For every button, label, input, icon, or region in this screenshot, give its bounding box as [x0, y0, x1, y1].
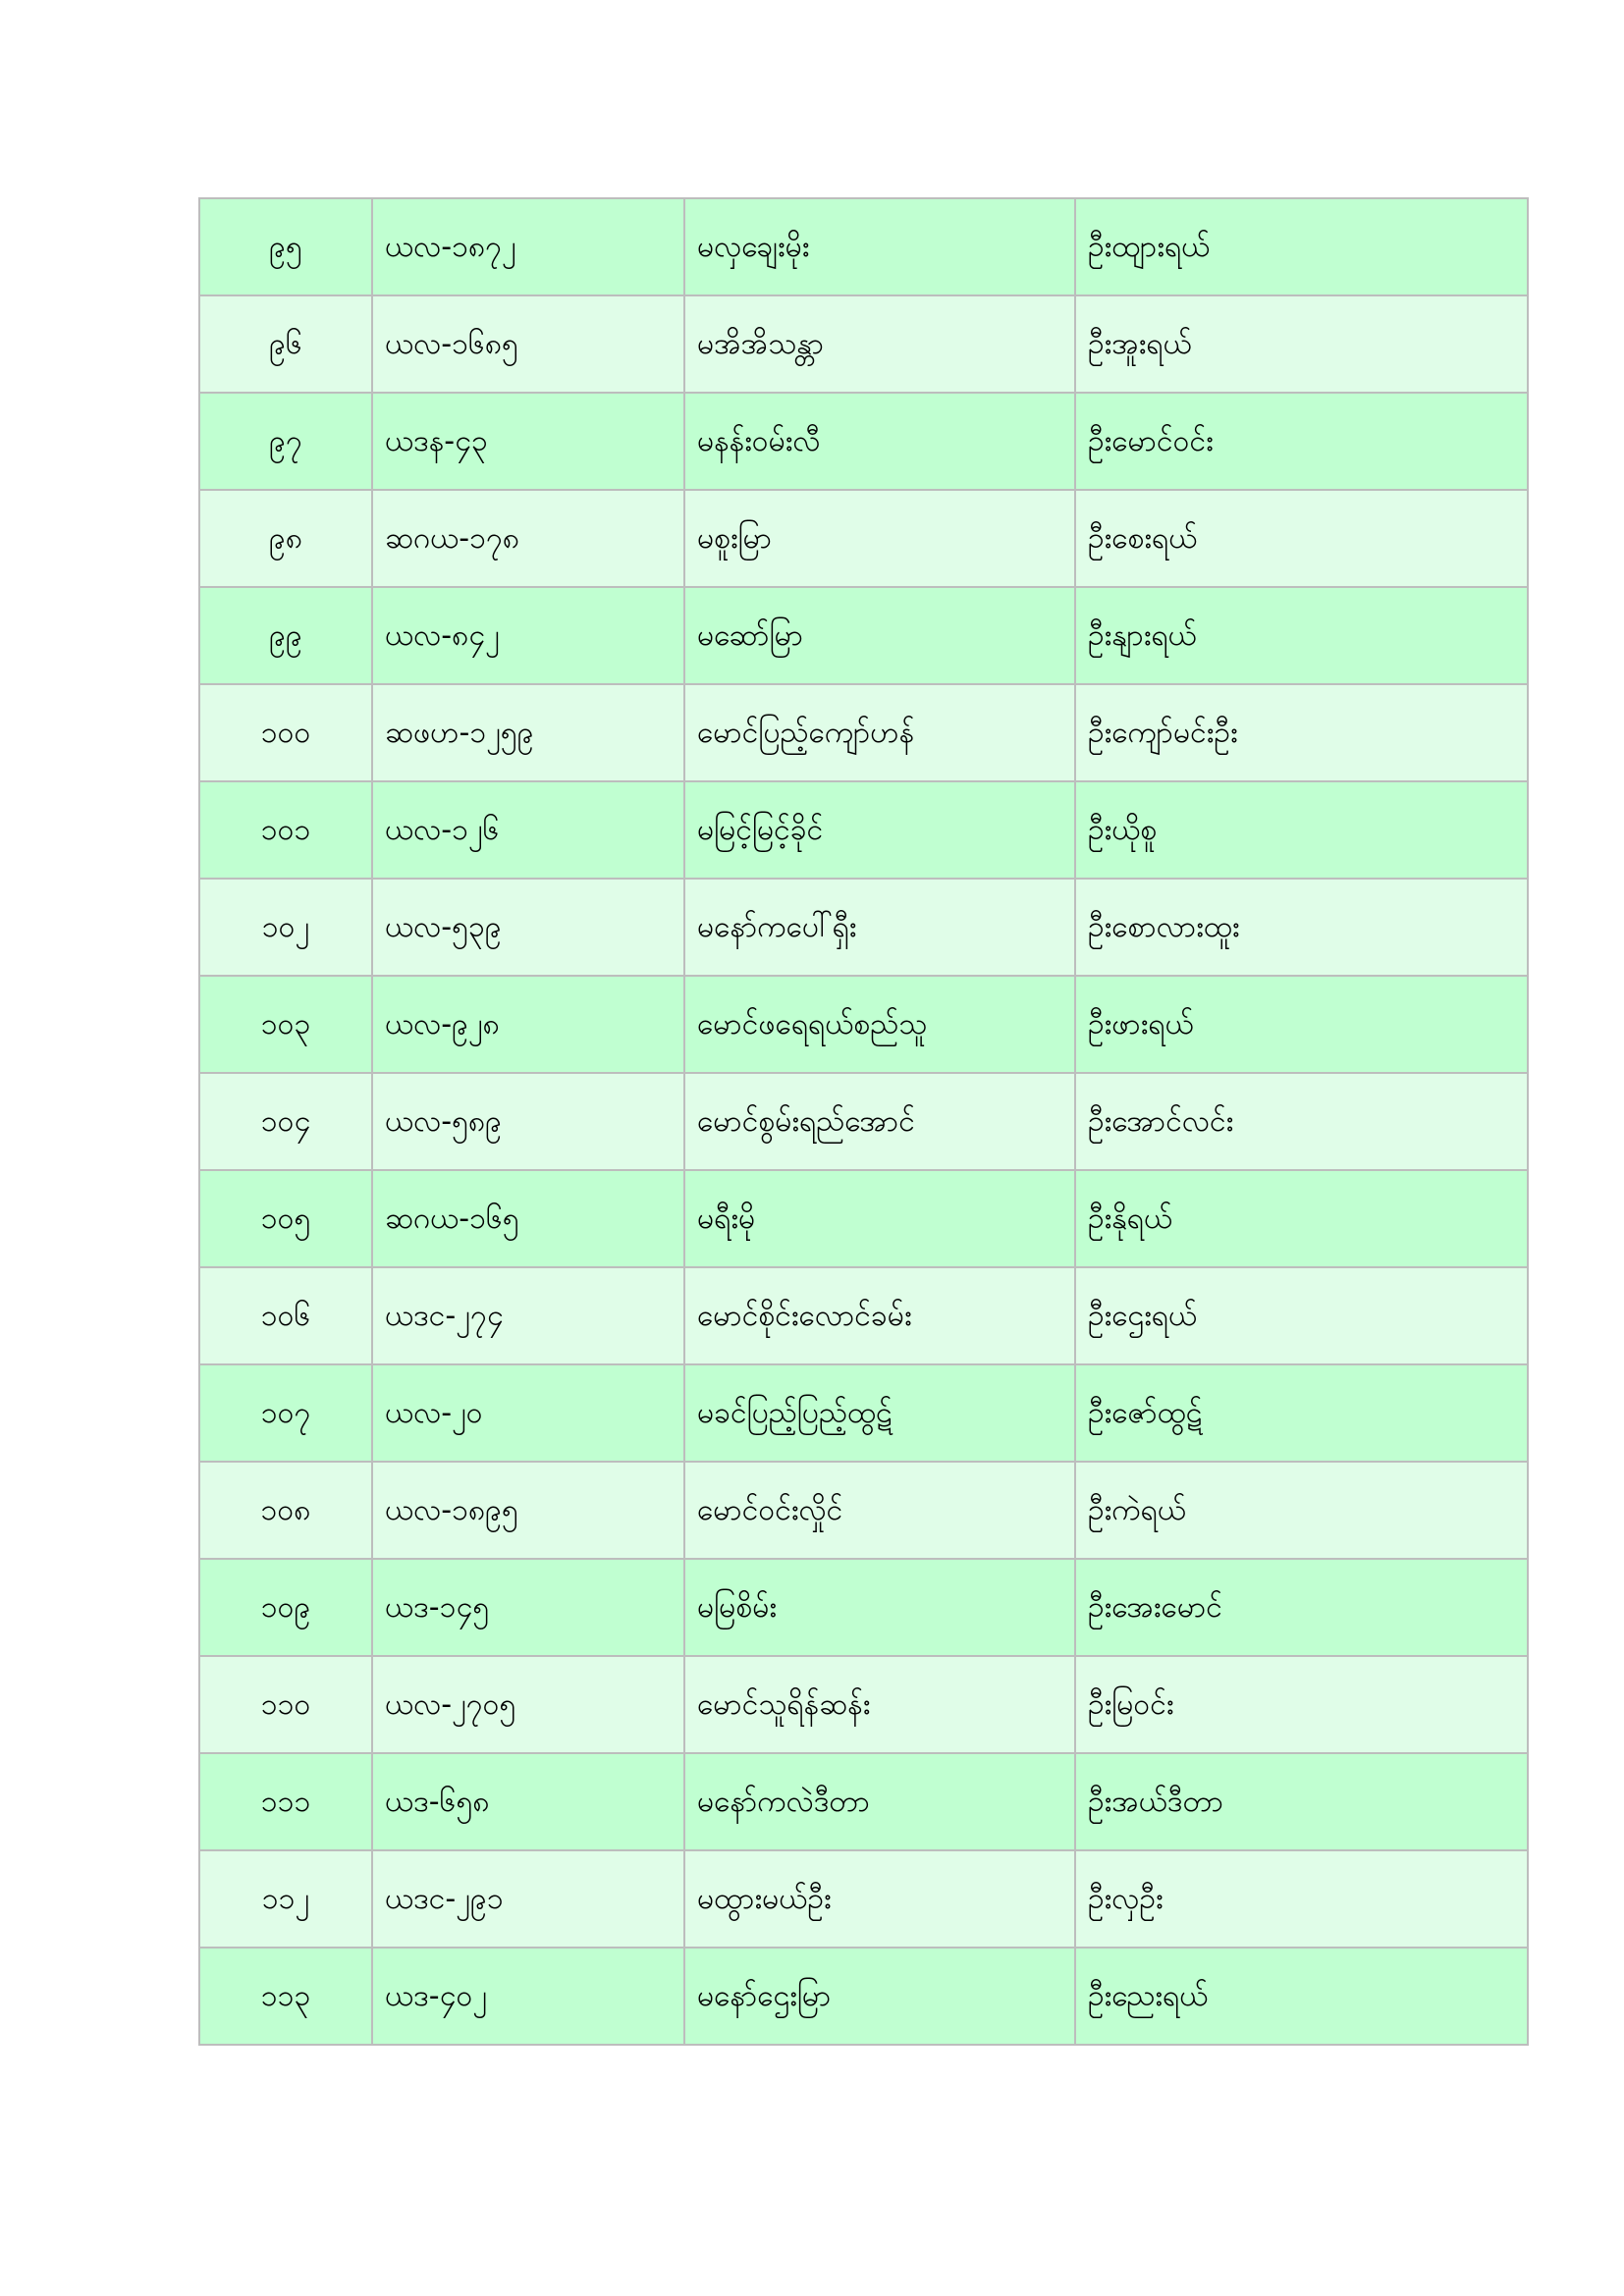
row-number-cell: ၁၁၀: [199, 1656, 372, 1753]
id-cell: ယဒင-၂၇၄: [372, 1267, 684, 1364]
name-cell: မနော်ကလဲဒီတာ: [684, 1753, 1075, 1850]
row-number-cell: ၉၉: [199, 587, 372, 684]
table-row: [199, 684, 1528, 781]
father-name-cell: ဦးမောင်ဝင်း: [1075, 393, 1528, 490]
father-name-cell: ဦးအေးမောင်: [1075, 1559, 1528, 1656]
father-name-cell: ဦးစောလားထူး: [1075, 879, 1528, 976]
table-row: [199, 1559, 1528, 1656]
id-cell: ယဒ-၄၀၂: [372, 1948, 684, 2045]
id-cell: ယလ-၂၇၀၅: [372, 1656, 684, 1753]
name-cell: မနန်းဝမ်းလီ: [684, 393, 1075, 490]
father-name-cell: ဦးကဲရယ်: [1075, 1462, 1528, 1559]
id-cell: ဆဖဟ-၁၂၅၉: [372, 684, 684, 781]
id-cell: ယလ-၁၈၉၅: [372, 1462, 684, 1559]
name-cell: မောင်စိုင်းလောင်ခမ်း: [684, 1267, 1075, 1364]
table-row: [199, 1753, 1528, 1850]
name-cell: မအိအိသန္တာ: [684, 295, 1075, 393]
father-name-cell: ဦးစေးရယ်: [1075, 490, 1528, 587]
table-row: [199, 1073, 1528, 1170]
table-row: [199, 1267, 1528, 1364]
id-cell: ယလ-၉၂၈: [372, 976, 684, 1073]
id-cell: ယလ-၈၄၂: [372, 587, 684, 684]
name-cell: မောင်ပြည့်ကျော်ဟန်: [684, 684, 1075, 781]
father-name-cell: ဦးဇော်ထွဋ်: [1075, 1364, 1528, 1462]
roster-table: [198, 197, 1529, 2046]
row-number-cell: ၁၀၉: [199, 1559, 372, 1656]
id-cell: ယလ-၅၃၉: [372, 879, 684, 976]
table-row: [199, 587, 1528, 684]
id-cell: ယလ-၁၈၇၂: [372, 198, 684, 295]
table-row: [199, 393, 1528, 490]
table-row: [199, 1948, 1528, 2045]
name-cell: မောင်သူရိန်ဆန်း: [684, 1656, 1075, 1753]
name-cell: မနော်ဌေးမြာ: [684, 1948, 1075, 2045]
table-row: [199, 1462, 1528, 1559]
father-name-cell: ဦးအူးရယ်: [1075, 295, 1528, 393]
name-cell: မစူးမြာ: [684, 490, 1075, 587]
row-number-cell: ၁၀၀: [199, 684, 372, 781]
name-cell: မဆော်မြာ: [684, 587, 1075, 684]
father-name-cell: ဦးထျားရယ်: [1075, 198, 1528, 295]
row-number-cell: ၁၀၄: [199, 1073, 372, 1170]
id-cell: ယလ-၂၀: [372, 1364, 684, 1462]
row-number-cell: ၉၈: [199, 490, 372, 587]
father-name-cell: ဦးဌေးရယ်: [1075, 1267, 1528, 1364]
name-cell: မောင်စွမ်းရည်အောင်: [684, 1073, 1075, 1170]
table-row: [199, 1364, 1528, 1462]
table-row: [199, 295, 1528, 393]
name-cell: မောင်ဝင်းလှိုင်: [684, 1462, 1075, 1559]
row-number-cell: ၁၀၂: [199, 879, 372, 976]
name-cell: မောင်ဖရေရယ်စည်သူ: [684, 976, 1075, 1073]
id-cell: ယဒင-၂၉၁: [372, 1850, 684, 1948]
father-name-cell: ဦးနျားရယ်: [1075, 587, 1528, 684]
row-number-cell: ၁၁၂: [199, 1850, 372, 1948]
father-name-cell: ဦးအောင်လင်း: [1075, 1073, 1528, 1170]
table-row: [199, 879, 1528, 976]
name-cell: မနော်ကပေါ်ရှီး: [684, 879, 1075, 976]
father-name-cell: ဦးယိုစူ: [1075, 781, 1528, 879]
name-cell: မရီးမို: [684, 1170, 1075, 1267]
row-number-cell: ၉၇: [199, 393, 372, 490]
name-cell: မခင်ပြည့်ပြည့်ထွဋ်: [684, 1364, 1075, 1462]
row-number-cell: ၁၀၃: [199, 976, 372, 1073]
table-row: [199, 781, 1528, 879]
id-cell: ဆဂယ-၁၆၅: [372, 1170, 684, 1267]
row-number-cell: ၉၅: [199, 198, 372, 295]
row-number-cell: ၁၀၇: [199, 1364, 372, 1462]
row-number-cell: ၁၀၆: [199, 1267, 372, 1364]
table-row: [199, 1656, 1528, 1753]
row-number-cell: ၁၀၅: [199, 1170, 372, 1267]
father-name-cell: ဦးမြဝင်း: [1075, 1656, 1528, 1753]
table-row: [199, 976, 1528, 1073]
name-cell: မလှချေးမိုး: [684, 198, 1075, 295]
id-cell: ယလ-၁၂၆: [372, 781, 684, 879]
name-cell: မမြစိမ်း: [684, 1559, 1075, 1656]
name-cell: မထွားမယ်ဦး: [684, 1850, 1075, 1948]
father-name-cell: ဦးလှဦး: [1075, 1850, 1528, 1948]
id-cell: ယဒ-၆၅၈: [372, 1753, 684, 1850]
row-number-cell: ၁၀၈: [199, 1462, 372, 1559]
father-name-cell: ဦးကျော်မင်းဦး: [1075, 684, 1528, 781]
father-name-cell: ဦးအယ်ဒီတာ: [1075, 1753, 1528, 1850]
id-cell: ယလ-၅၈၉: [372, 1073, 684, 1170]
table-row: [199, 490, 1528, 587]
father-name-cell: ဦးဖားရယ်: [1075, 976, 1528, 1073]
table-row: [199, 1170, 1528, 1267]
id-cell: ယဒ-၁၄၅: [372, 1559, 684, 1656]
row-number-cell: ၁၀၁: [199, 781, 372, 879]
name-cell: မမြင့်မြင့်ခိုင်: [684, 781, 1075, 879]
table-row: [199, 1850, 1528, 1948]
row-number-cell: ၉၆: [199, 295, 372, 393]
id-cell: ဆဂယ-၁၇၈: [372, 490, 684, 587]
row-number-cell: ၁၁၃: [199, 1948, 372, 2045]
id-cell: ယလ-၁၆၈၅: [372, 295, 684, 393]
father-name-cell: ဦးနိုရယ်: [1075, 1170, 1528, 1267]
table-row: [199, 198, 1528, 295]
row-number-cell: ၁၁၁: [199, 1753, 372, 1850]
father-name-cell: ဦးညေးရယ်: [1075, 1948, 1528, 2045]
id-cell: ယဒန-၄၃: [372, 393, 684, 490]
roster-table-body: [199, 198, 1528, 2045]
